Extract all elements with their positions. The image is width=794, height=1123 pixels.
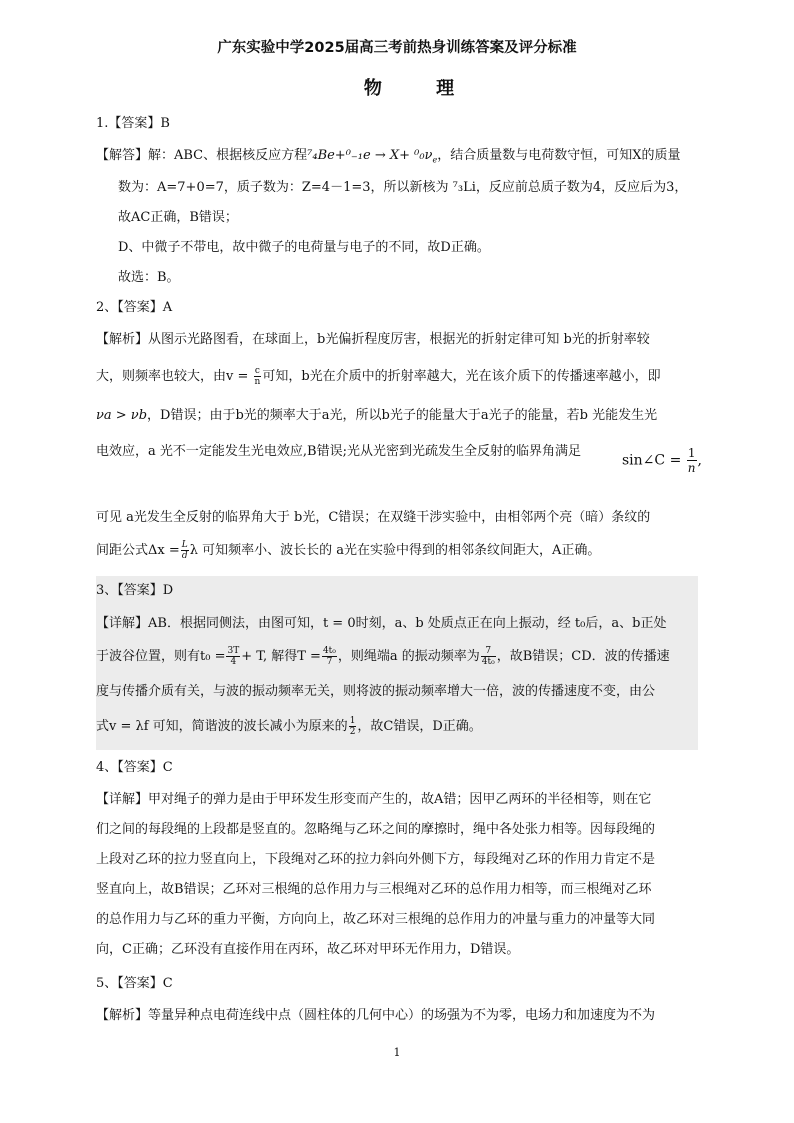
q4-line6: 向，C正确；乙环没有直接作用在丙环，故乙环对甲环无作用力，D错误。 — [96, 942, 520, 957]
q2-line6: 间距公式Δx = $\frac{L}{d}$ λ 可知频率小、波长长的 a光在实验中得到的相邻条纹间距大，A正确。 — [96, 540, 601, 561]
q1-answer: 1.【答案】B — [96, 116, 170, 131]
q1-line5: 故选：B。 — [118, 270, 180, 285]
q1-line3: 故AC正确，B错误； — [118, 210, 238, 225]
q2-line5: 可见 a光发生全反射的临界角大于 b光，C错误；在双缝干涉实验中，由相邻两个亮（暗）条纹的 — [96, 510, 651, 525]
q2-line4: 电效应，a 光不一定能发生光电效应,B错误;光从光密到光疏发生全反射的临界角满足 — [96, 444, 581, 459]
q3-line4: 式v = λf 可知，简谐波的波长减小为原来的 $\frac{1}{2}$ ，故C错误，D正确。 — [96, 716, 482, 737]
q4-answer: 4、【答案】C — [96, 760, 173, 775]
q3-line1: 【详解】AB．根据同侧法，由图可知，t = 0时刻，a、b 处质点正在向上振动，经 t₀后，a、b正处 — [96, 616, 667, 631]
q5-line1: 【解析】等量异种点电荷连线中点（圆柱体的几何中心）的场强为不为零，电场力和加速度为不为 — [96, 1008, 656, 1023]
q2-line1: 【解析】从图示光路图看，在球面上，b光偏折程度厉害，根据光的折射定律可知 b光的折射率较 — [96, 332, 650, 347]
q4-line2: 们之间的每段绳的上段都是竖直的。忽略绳与乙环之间的摩擦时，绳中各处张力相等。因每段绳的 — [96, 822, 656, 837]
q4-line4: 竖直向上，故B错误；乙环对三根绳的总作用力与三根绳对乙环的总作用力相等，而三根绳对乙环 — [96, 882, 652, 897]
q3-line3: 度与传播介质有关，与波的振动频率无关，则将波的振动频率增大一倍，波的传播速度不变，由公 — [96, 684, 656, 699]
q1-line1: 【解答】解：ABC、根据核反应方程$^7_4Be+^0_{-1}e \to X+ ^0_0\nu_e$，结合质量数与电荷数守恒，可知X的质量 — [96, 148, 681, 165]
q3-answer: 3、【答案】D — [96, 583, 174, 598]
page-number: 1 — [393, 1046, 401, 1059]
q4-line3: 上段对乙环的拉力竖直向上，下段绳对乙环的拉力斜向外侧下方，每段绳对乙环的作用力肯定不是 — [96, 852, 656, 867]
q1-line4: D、中微子不带电，故中微子的电荷量与电子的不同，故D正确。 — [118, 240, 490, 255]
q5-answer: 5、【答案】C — [96, 976, 173, 991]
subject-title: 物 理 — [363, 78, 479, 99]
c-over-n-fraction: $\frac{c}{n}$ — [254, 366, 261, 387]
q1-equation: ⁷₄Be+⁰₋₁e → X+ ⁰₀ν — [307, 148, 433, 163]
document-title: 广东实验中学2025届高三考前热身训练答案及评分标准 — [217, 40, 577, 56]
l-over-d-fraction: $\frac{L}{d}$ — [181, 540, 188, 561]
q2-line3: νa > νb，D错误；由于b光的频率大于a光，所以b光子的能量大于a光子的能量，若b 光能发生光 — [96, 408, 658, 423]
q4-line5: 的总作用力与乙环的重力平衡，方向向上，故乙环对三根绳的总作用力的冲量与重力的冲量等大同 — [96, 912, 656, 927]
q2-line2: 大，则频率也较大，由v = $\frac{c}{n}$ 可知，b光在介质中的折射率越大，光在该介质下的传播速率越小，即 — [96, 366, 661, 387]
q4-line1: 【详解】甲对绳子的弹力是由于甲环发生形变而产生的，故A错；因甲乙两环的半径相等，则在它 — [96, 792, 652, 807]
sin-formula: sin∠C = $\frac{1}{n}$ , — [622, 446, 702, 475]
q3-line2: 于波谷位置，则有t₀ = $\frac{3T}{4}$ + T, 解得T = $\frac{\text{4t₀}}{7}$ ，则绳端a 的振动频率为 $\frac{7}{\text{4t₀}}$ ，故B错误；CD．波的传播速 — [96, 646, 670, 667]
q2-answer: 2、【答案】A — [96, 300, 173, 315]
q1-line2: 数为：A=7+0=7，质子数为：Z=4－1=3，所以新核为 ⁷₃Li，反应前总质子数为4，反应后为3， — [118, 180, 688, 195]
